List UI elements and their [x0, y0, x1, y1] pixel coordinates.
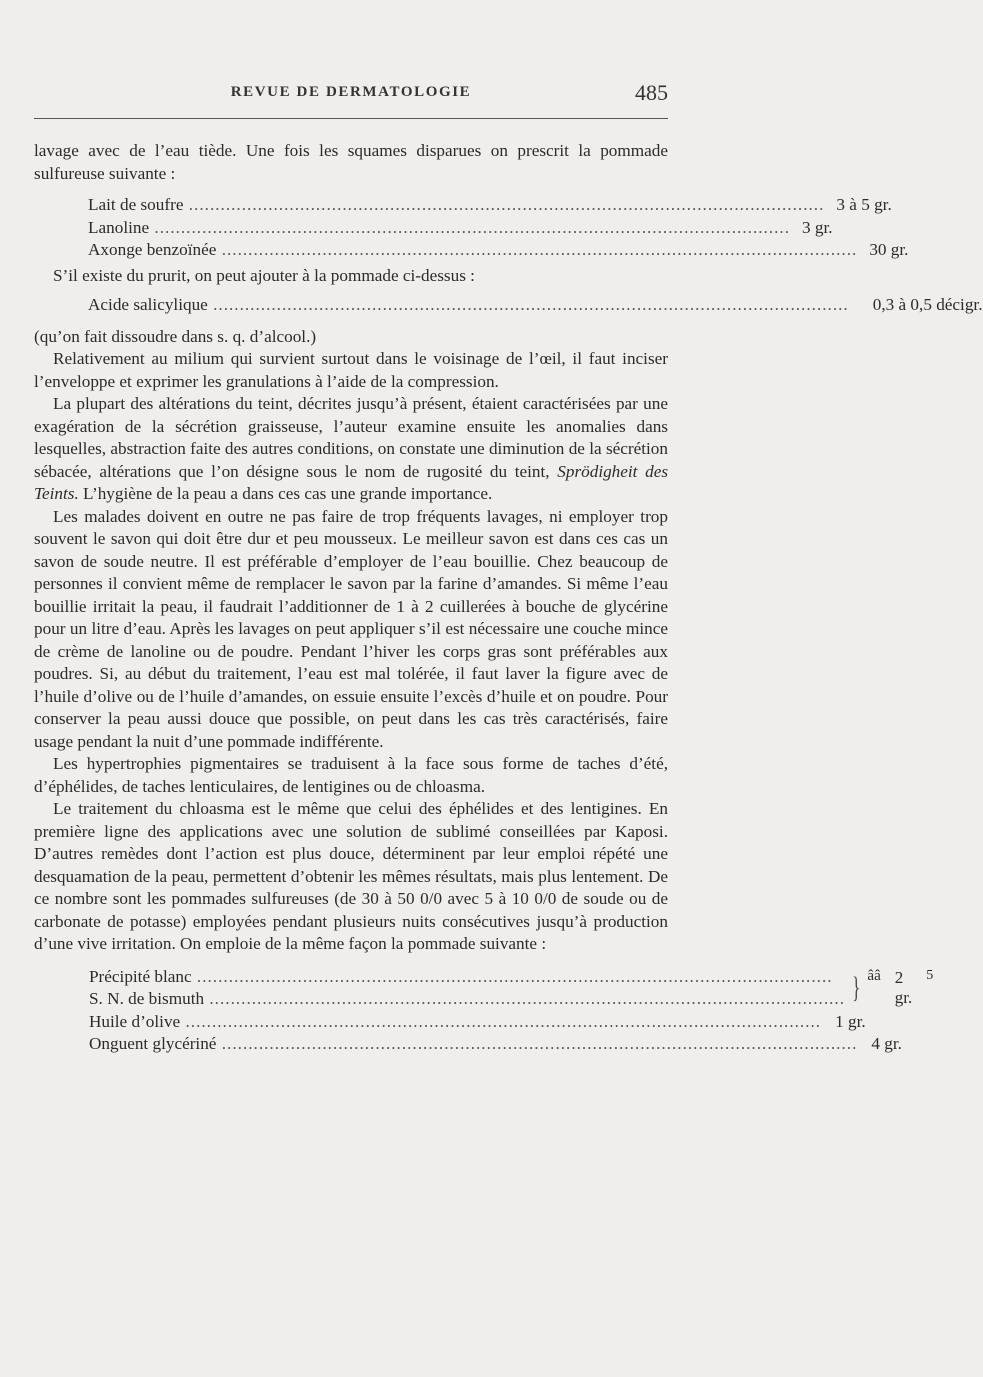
article-body: [34, 140, 983, 1056]
ingredient-name: Précipité blanc .....: [89, 966, 845, 989]
ingredient-quantity: 0,3 à 0,5 décigr.: [872, 295, 983, 314]
ingredient-name: Lait de soufre .....: [88, 194, 824, 217]
salicylic-recipe: [88, 294, 983, 317]
ana-symbol: ââ: [867, 968, 881, 984]
ingredient-name: Onguent glycériné .....: [89, 1033, 857, 1056]
sulfur-ointment-recipe: [88, 194, 909, 262]
recipe-line: [88, 239, 909, 262]
prurit-paragraph: S’il existe du prurit, on peut ajouter à la pommade ci-dessus :: [53, 265, 475, 285]
brace-items: [89, 966, 845, 1011]
recipe-line: [89, 1033, 902, 1056]
hygiene-text: L’hygiène de la peau a dans ces cas une grande importance.: [83, 484, 493, 503]
recipe-line: [89, 966, 845, 989]
journal-title: REVUE DE DERMATOLOGIE: [230, 84, 472, 100]
milium-paragraph: Relativement au milium qui survient surtout dans le voisinage de l’œil, il faut inciser l’enveloppe et exprimer les granulations à l’aide de la compression.: [34, 349, 668, 391]
ingredient-quantity: 4 gr.: [871, 1034, 902, 1053]
brace-quantity: [867, 968, 933, 1008]
curly-brace: }: [852, 971, 861, 1004]
ingredient-name: Lanoline .....: [88, 217, 790, 240]
intro-paragraph: lavage avec de l’eau tiède. Une fois les squames disparues on prescrit la pommade sulfureuse suivante :: [34, 141, 668, 183]
german-term: Sprödigheit des Teints.: [34, 461, 669, 503]
recipe-line: [88, 294, 983, 317]
final-recipe: [89, 966, 934, 1056]
dissolve-note: (qu’on fait dissoudre dans s. q. d’alcool.): [34, 326, 317, 346]
ingredient-name: Axonge benzoïnée .....: [88, 239, 857, 262]
recipe-line: [89, 988, 845, 1011]
header-rule: [34, 118, 668, 119]
teint-paragraph: [34, 393, 668, 506]
ingredient-name: S. N. de bismuth .....: [89, 988, 845, 1011]
lavages-paragraph: Les malades doivent en outre ne pas faire de trop fréquents lavages, ni employer trop souvent le savon qui doit être dur et peu mousseux. Le meilleur savon est dans ces cas un savon de soude neutre. Il est préférable d’employer de l’eau bouillie. Chez beaucoup de personnes il convient même de remplacer le savon par la farine d’amandes. Si même l’eau bouillie irritait la peau, il faudrait l’additionner de 1 à 2 cuillerées à bouche de glycérine pour un litre d’eau. Après les lavages on peut appliquer s’il est nécessaire une couche mince de crème de lanoline ou de poudre. Pendant l’hiver les corps gras sont préférables aux poudres. Si, au début du traitement, l’eau est mal tolérée, il faut laver la figure avec de l’huile d’olive ou de l’huile d’amandes, on essuie ensuite l’excès d’huile et on poudre. Pour conserver la peau aussi douce que possible, on peut dans les cas très caractérisés, faire usage pendant la nuit d’une pommade indifférente.: [34, 506, 668, 751]
chloasma-paragraph: Le traitement du chloasma est le même que celui des éphélides et des lentigines. En première ligne des applications avec une solution de sublimé conseillées par Kaposi. D’autres remèdes dont l’action est plus douce, déterminent par leur emploi répété une desquamation de la peau, permettent d’obtenir les mêmes résultats, mais plus lentement. De ce nombre sont les pommades sulfureuses (de 30 à 50 0/0 avec 5 à 10 0/0 de soude ou de carbonate de potasse) employées pendant plusieurs nuits consécutives jusqu’à production d’une vive irritation. On emploie de la même façon la pommade suivante :: [34, 799, 668, 953]
ingredient-quantity: 3 à 5 gr.: [836, 195, 892, 214]
ingredient-quantity: 30 gr.: [869, 240, 909, 259]
ingredient-name: Acide salicylique .....: [88, 294, 849, 317]
pigment-paragraph: Les hypertrophies pigmentaires se traduisent à la face sous forme de taches d’été, d’éphélides, de taches lenticulaires, de lentigines ou de chloasma.: [34, 754, 668, 796]
ingredient-name: Huile d’olive .....: [89, 1011, 821, 1034]
brace-group: [89, 966, 934, 1011]
ingredient-quantity: 3 gr.: [802, 217, 833, 237]
ingredient-quantity: 1 gr.: [835, 1011, 866, 1031]
recipe-line: [88, 217, 833, 240]
page-number: 485: [635, 80, 668, 105]
recipe-line: [88, 194, 892, 217]
recipe-line: [89, 1011, 866, 1034]
running-header: [34, 80, 668, 110]
brace-fraction: 5: [926, 968, 934, 983]
brace-amount: 2 gr.: [894, 968, 913, 1007]
teint-text: La plupart des altérations du teint, décrites jusqu’à présent, étaient caractérisées par une exagération de la sécrétion graisseuse, l’auteur examine ensuite les anomalies dans lesquelles, abstraction faite des autres conditions, on constate une diminution de la sécrétion sébacée, altérations que l’on désigne sous le nom de rugosité du teint,: [34, 394, 668, 481]
